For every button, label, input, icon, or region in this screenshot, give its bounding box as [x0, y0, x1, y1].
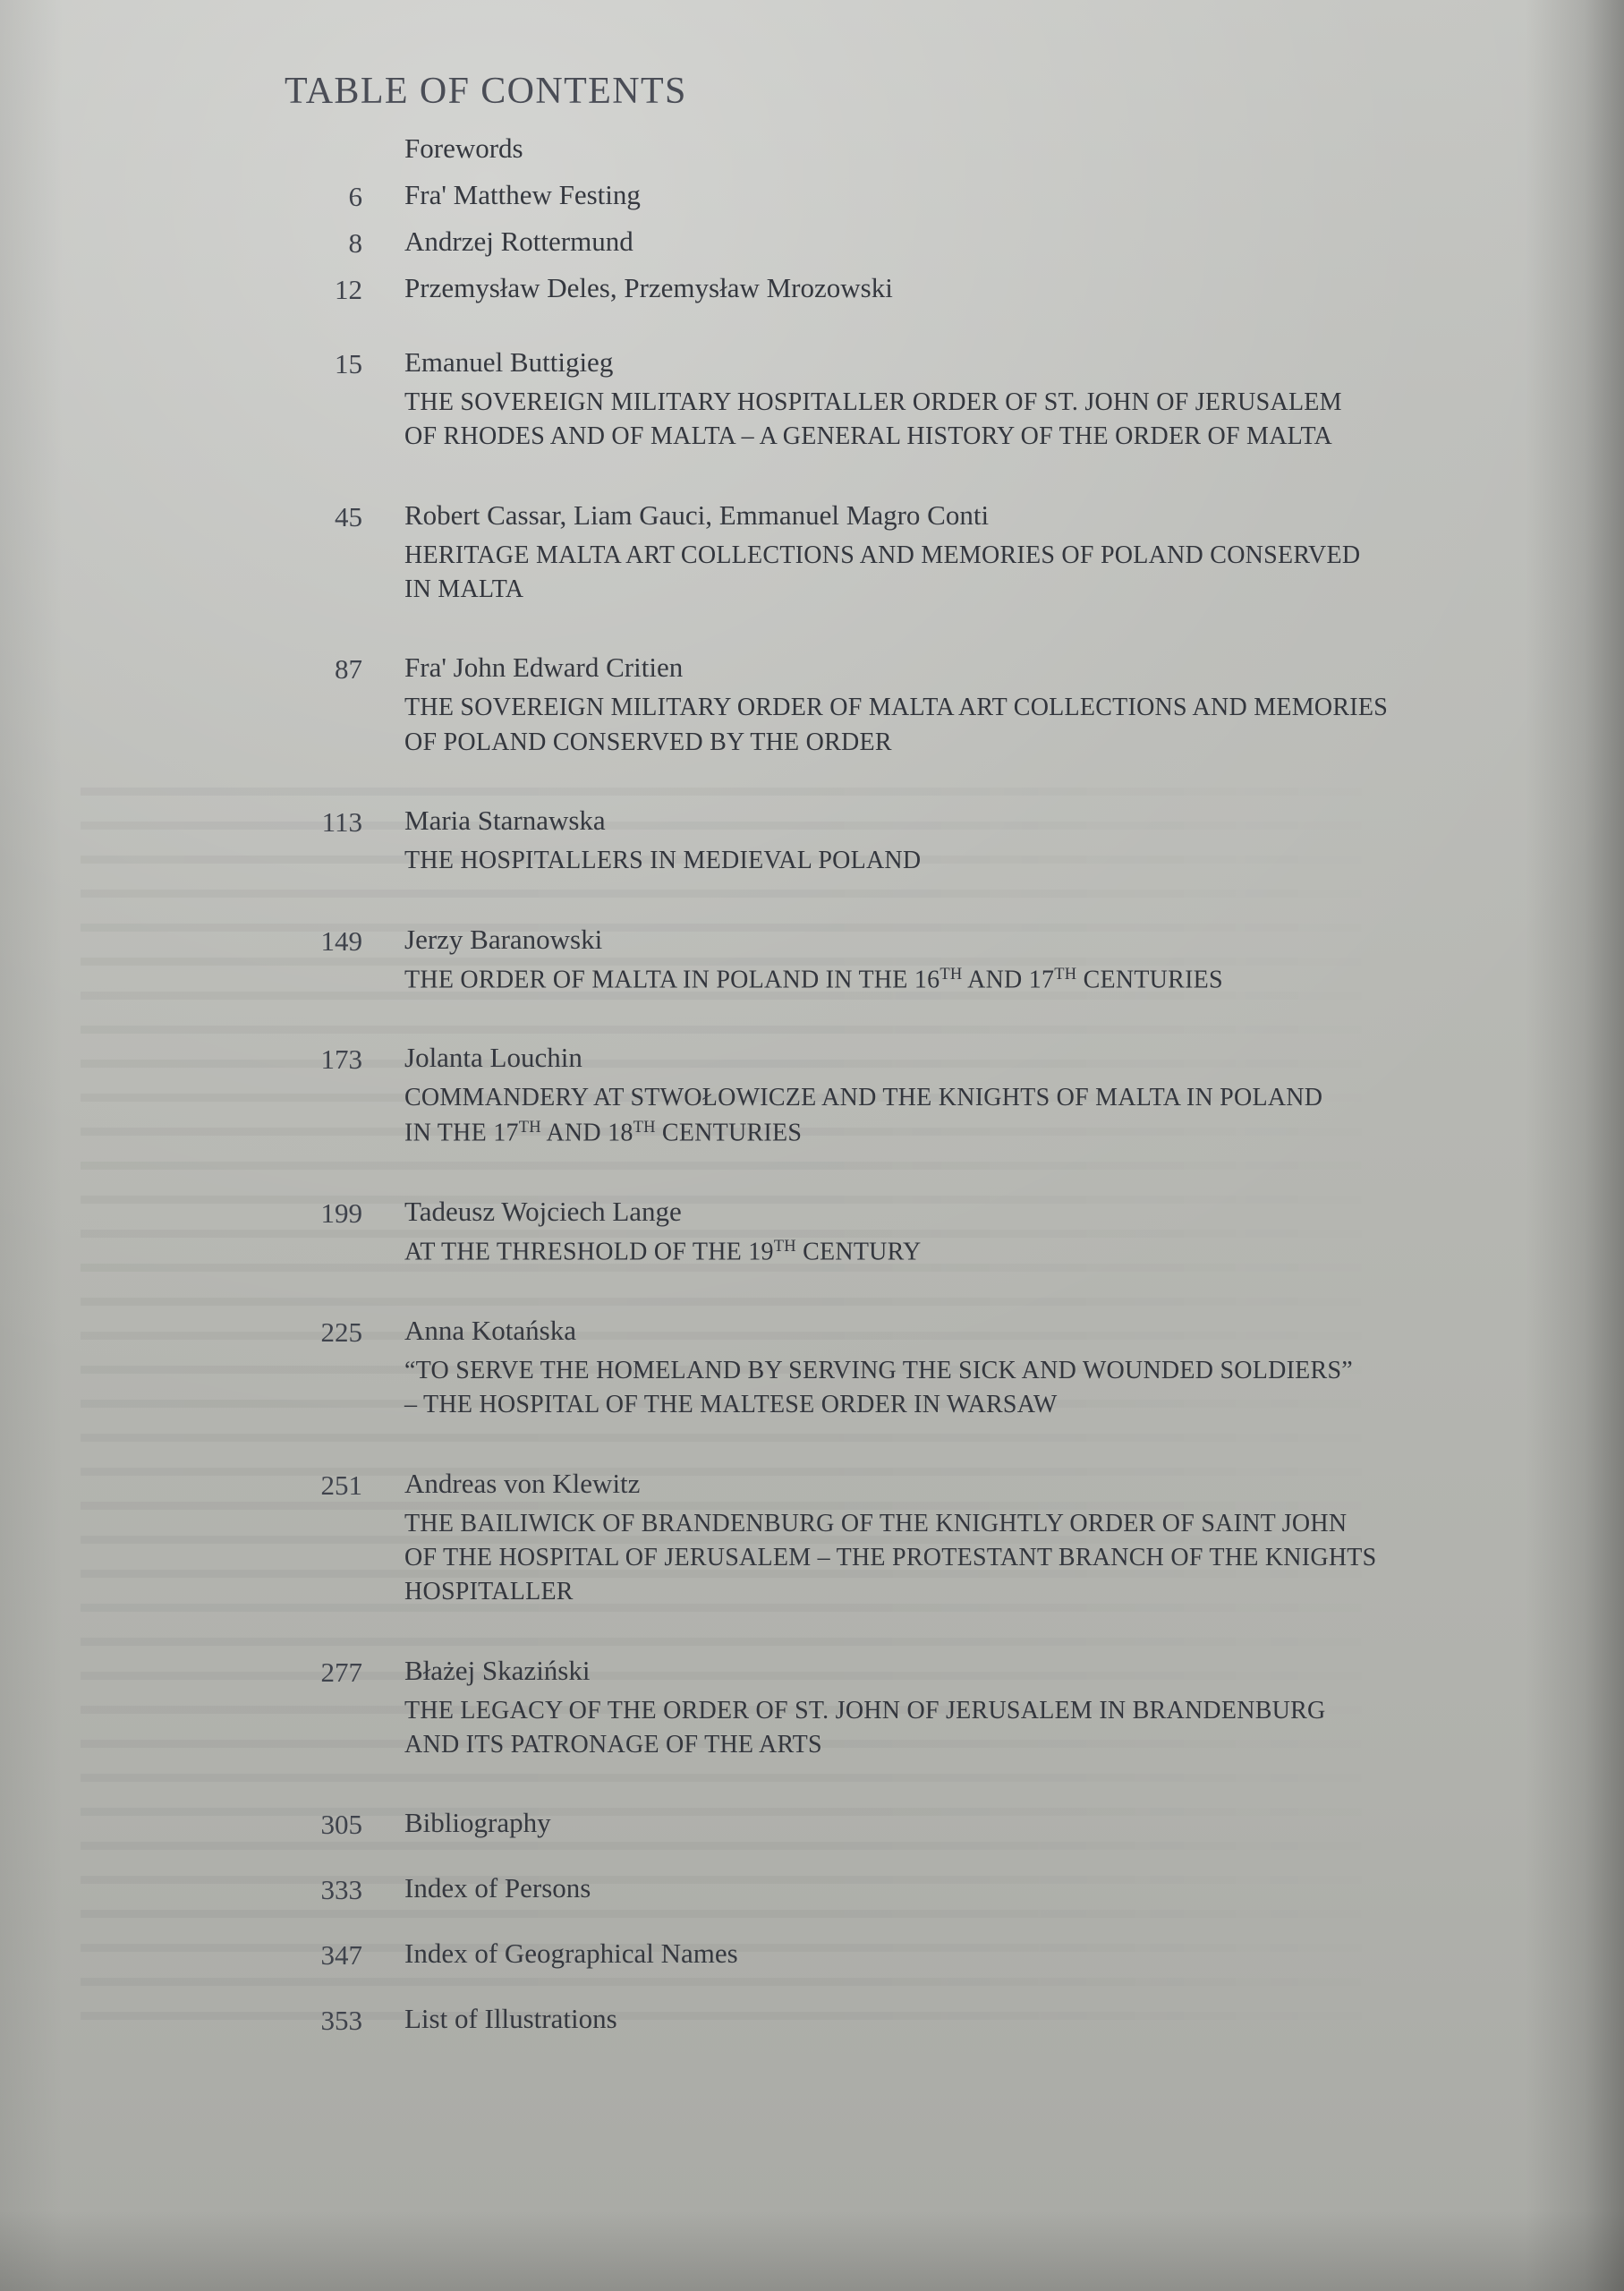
entry-spacer [0, 209, 1624, 227]
entry-spacer [0, 1270, 1624, 1316]
entry-spacer [0, 879, 1624, 925]
entry-spacer [0, 760, 1624, 806]
toc-entry-page-number: 113 [321, 806, 362, 839]
toc-entry-page-number: 8 [348, 227, 362, 259]
toc-entry-author: Przemysław Deles, Przemysław Mrozowski [404, 272, 893, 303]
toc-entry-title [404, 691, 1624, 760]
toc-entry-title [404, 1694, 1624, 1763]
toc-entry-title [404, 1081, 1624, 1150]
entry-spacer [0, 1151, 1624, 1197]
toc-entry-title [404, 963, 1624, 998]
entry-spacer [0, 1836, 1624, 1874]
toc-entry-title [404, 1507, 1624, 1610]
toc-entry-title [404, 539, 1624, 608]
toc-entry-author: List of Illustrations [404, 2003, 617, 2035]
toc-entry-title-line: – THE HOSPITAL OF THE MALTESE ORDER IN WARSAW [404, 1391, 1058, 1419]
toc-entry-author: Jolanta Louchin [404, 1042, 582, 1074]
toc-entry-title [404, 844, 1624, 878]
entry-spacer [0, 1610, 1624, 1657]
toc-entry[interactable] [0, 1316, 1624, 1423]
toc-entry[interactable] [0, 1469, 1624, 1610]
toc-entry-title-line: IN THE 17TH AND 18TH CENTURIES [404, 1117, 803, 1147]
toc-entry-page-number: 353 [320, 2005, 362, 2037]
toc-entry-title-line: “TO SERVE THE HOMELAND BY SERVING THE SICK AND WOUNDED SOLDIERS” [404, 1356, 1353, 1384]
toc-entry[interactable] [0, 1807, 1624, 1841]
toc-entry-title-line: THE SOVEREIGN MILITARY HOSPITALLER ORDER OF ST. JOHN OF JERUSALEM [404, 388, 1342, 416]
toc-entry[interactable] [0, 653, 1624, 760]
page-bottom-shadow [0, 2210, 1624, 2291]
toc-entry-author: Andrzej Rottermund [404, 226, 633, 257]
entry-spacer [0, 455, 1624, 501]
toc-entry-author: Emanuel Buttigieg [404, 346, 614, 378]
toc-entry-title-line: OF THE HOSPITAL OF JERUSALEM – THE PROTESTANT BRANCH OF THE KNIGHTS [404, 1543, 1377, 1571]
toc-entry[interactable] [0, 179, 1624, 212]
toc-entry[interactable] [0, 806, 1624, 878]
toc-entry-author: Index of Geographical Names [404, 1938, 738, 1970]
toc-group-heading [0, 134, 1624, 162]
toc-entry-page-number: 12 [335, 274, 362, 305]
toc-entry[interactable] [0, 1938, 1624, 1972]
toc-entry[interactable] [0, 272, 1624, 305]
toc-entry-author: Index of Persons [404, 1872, 591, 1904]
toc-entry[interactable] [0, 348, 1624, 455]
toc-entry-title-line: THE HOSPITALLERS IN MEDIEVAL POLAND [404, 847, 922, 875]
toc-entry-author: Andreas von Klewitz [404, 1467, 641, 1499]
page-title: TABLE OF CONTENTS [285, 71, 687, 112]
toc-entry-page-number: 199 [320, 1197, 362, 1229]
entry-spacer [0, 1902, 1624, 1939]
toc-entry-page-number: 333 [320, 1874, 362, 1906]
toc-entry-title-line: THE BAILIWICK OF BRANDENBURG OF THE KNIGHTLY ORDER OF SAINT JOHN [404, 1509, 1348, 1537]
toc-entry-title-line: IN MALTA [404, 575, 524, 604]
entry-spacer [0, 1423, 1624, 1469]
toc-entry-author: Błażej Skaziński [404, 1654, 591, 1686]
toc-entry-title [404, 386, 1624, 455]
toc-entry-author: Maria Starnawska [404, 805, 606, 837]
toc-entry-page-number: 347 [320, 1939, 362, 1972]
toc-entry[interactable] [0, 2003, 1624, 2037]
entry-spacer [0, 302, 1624, 348]
toc-entry-author: Jerzy Baranowski [404, 923, 603, 955]
toc-entry-page-number: 173 [320, 1043, 362, 1076]
toc-entry-title [404, 1235, 1624, 1270]
entry-spacer [0, 255, 1624, 274]
toc-entry-title-line: AT THE THRESHOLD OF THE 19TH CENTURY [404, 1236, 922, 1266]
toc-entry-page-number: 305 [320, 1809, 362, 1841]
toc-entry-author: Fra' John Edward Critien [404, 652, 684, 684]
toc-entry-title-line: OF POLAND CONSERVED BY THE ORDER [404, 728, 892, 756]
toc-entry[interactable] [0, 226, 1624, 259]
toc-entry-page-number: 6 [348, 181, 362, 212]
toc-entry-title-line: THE SOVEREIGN MILITARY ORDER OF MALTA ART COLLECTIONS AND MEMORIES [404, 694, 1389, 722]
toc-entry-page-number: 45 [335, 500, 362, 532]
toc-entry-page-number: 149 [320, 924, 362, 957]
toc-entry-title [404, 1354, 1624, 1423]
toc-entry-author: Bibliography [404, 1807, 551, 1839]
toc-entry-title-line: OF RHODES AND OF MALTA – A GENERAL HISTORY OF THE ORDER OF MALTA [404, 422, 1333, 451]
toc-group-label: Forewords [404, 132, 523, 164]
toc-entry[interactable] [0, 1872, 1624, 1906]
toc-entry[interactable] [0, 1043, 1624, 1150]
entry-spacer [0, 1762, 1624, 1809]
toc-entry-title-line: HERITAGE MALTA ART COLLECTIONS AND MEMORIES OF POLAND CONSERVED [404, 541, 1361, 569]
toc-entry[interactable] [0, 1654, 1624, 1763]
toc-entry-page-number: 225 [320, 1316, 362, 1348]
toc-entry-page-number: 251 [320, 1469, 362, 1501]
entry-spacer [0, 607, 1624, 653]
toc-entry-author: Fra' Matthew Festing [404, 179, 641, 210]
toc-entry[interactable] [0, 925, 1624, 998]
toc-entry-page-number: 277 [320, 1656, 362, 1688]
table-of-contents-list [0, 132, 1624, 2037]
toc-entry-author: Robert Cassar, Liam Gauci, Emmanuel Magro Conti [404, 498, 990, 531]
entry-spacer [0, 997, 1624, 1043]
toc-entry-title-line: HOSPITALLER [404, 1578, 574, 1606]
entry-spacer [0, 1967, 1624, 2005]
toc-entry-author: Tadeusz Wojciech Lange [404, 1195, 682, 1227]
toc-entry[interactable] [0, 1197, 1624, 1270]
toc-entry-title-line: THE LEGACY OF THE ORDER OF ST. JOHN OF JERUSALEM IN BRANDENBURG [404, 1696, 1326, 1725]
toc-entry-title-line: AND ITS PATRONAGE OF THE ARTS [404, 1730, 822, 1759]
entry-spacer [0, 162, 1624, 181]
toc-entry-title-line: THE ORDER OF MALTA IN POLAND IN THE 16TH AND 17TH CENTURIES [404, 964, 1223, 994]
toc-entry-author: Anna Kotańska [404, 1314, 576, 1346]
toc-entry[interactable] [0, 498, 1624, 608]
toc-entry-page-number: 87 [335, 653, 362, 686]
toc-entry-page-number: 15 [335, 348, 362, 379]
toc-entry-title-line: COMMANDERY AT STWOŁOWICZE AND THE KNIGHTS OF MALTA IN POLAND [404, 1084, 1323, 1112]
